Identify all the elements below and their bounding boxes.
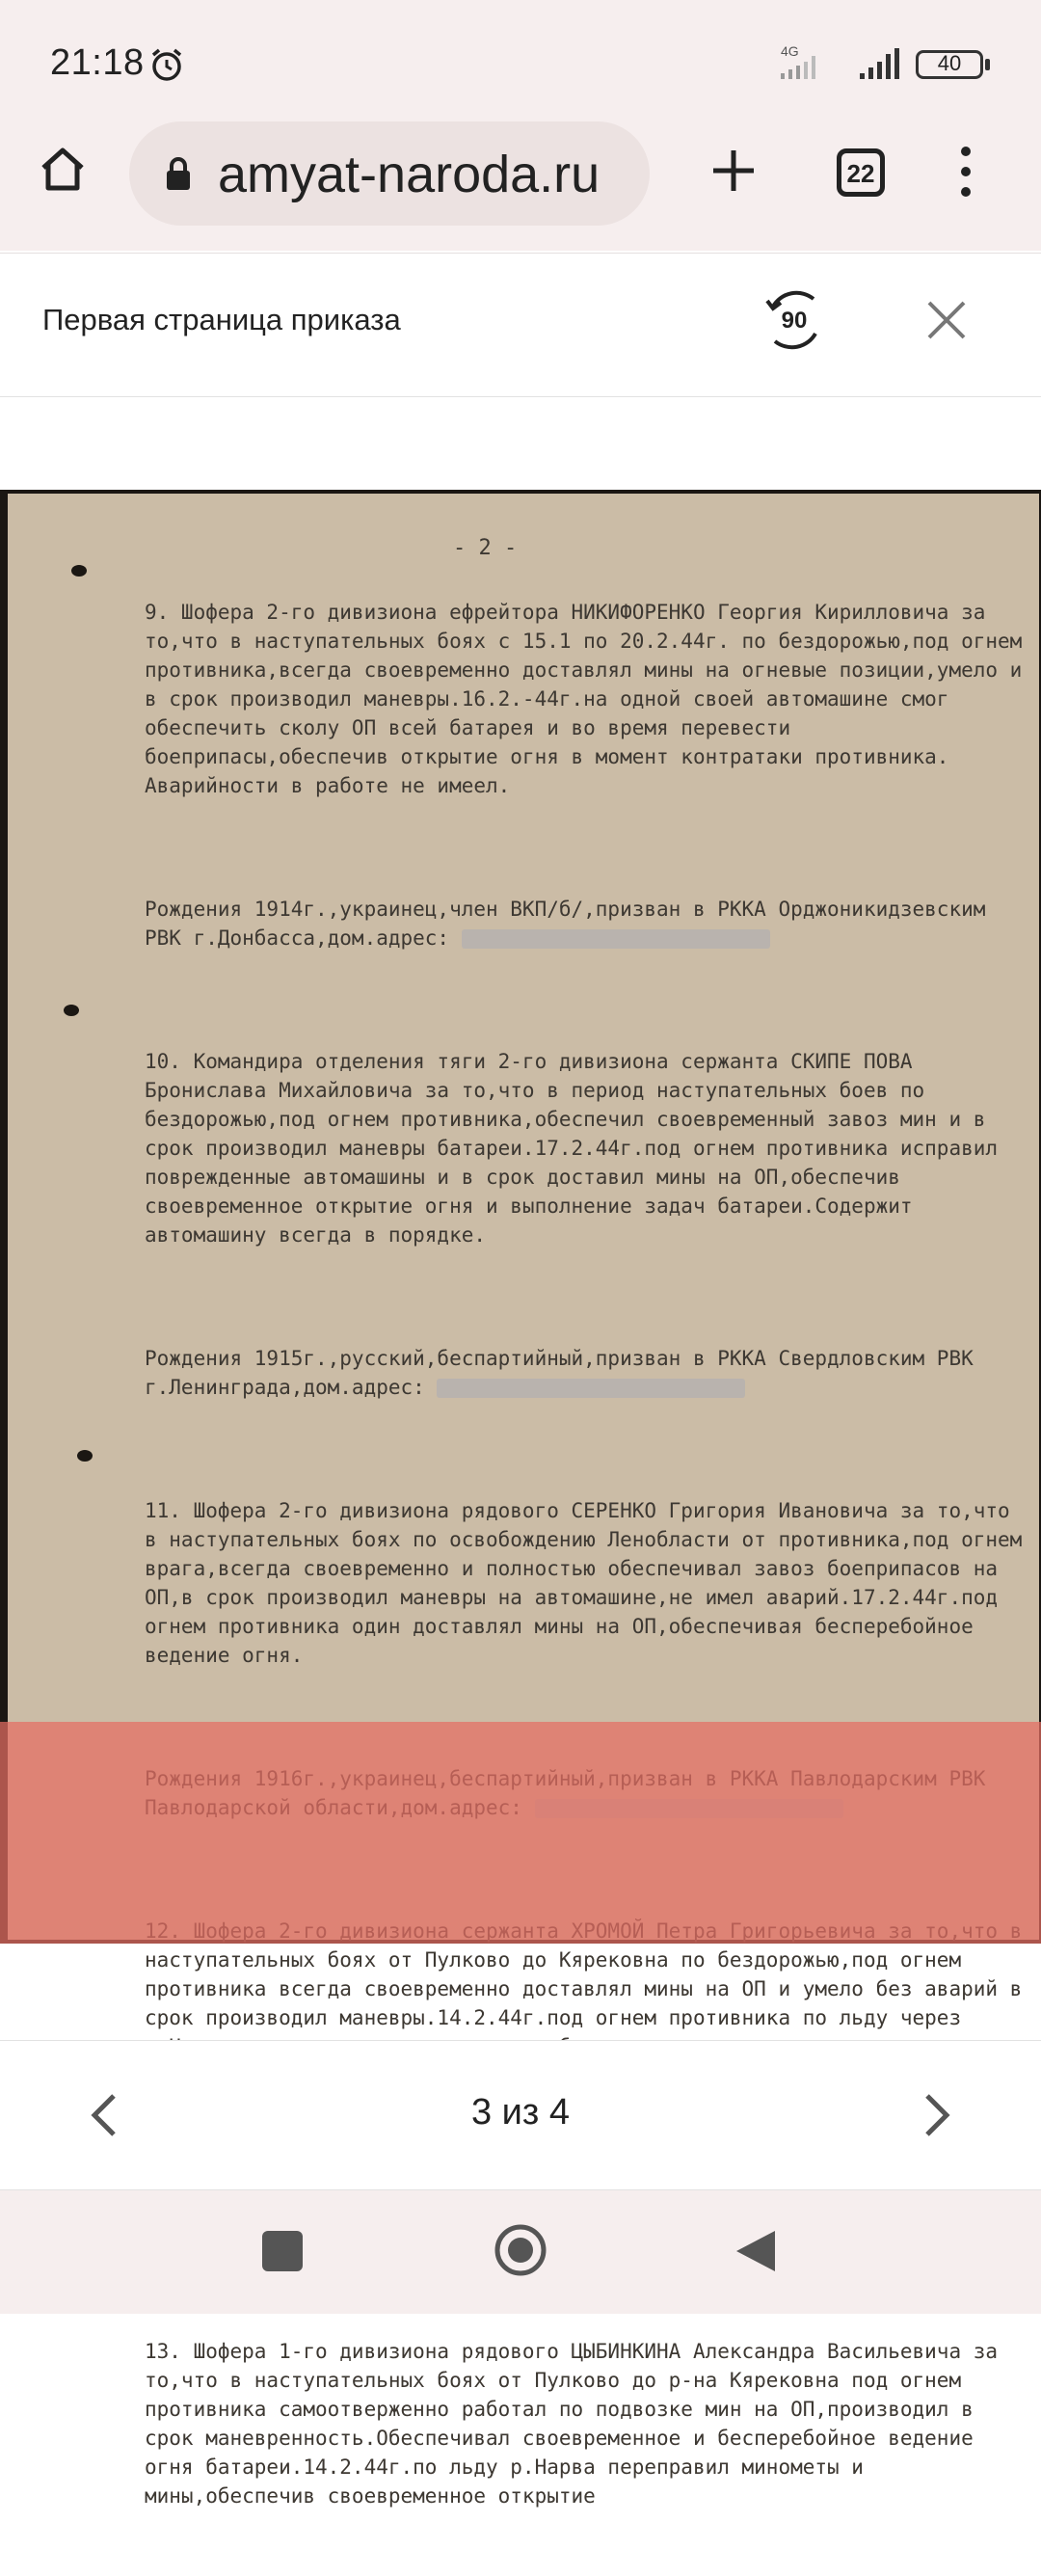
chevron-right-icon[interactable] [920,2090,954,2140]
signal-icon [858,46,906,81]
document-paragraph: 13. Шофера 1-го дивизиона рядового ЦЫБИНКИНА Александра Васильевича за то,что в наступательных боях от Пулково до р-на Кярековна под огнем противника самоотверженно работал по подвозке мин на ОП,производил в срок маневренность.Обеспечивал своевременное и бесперебойное ведение огня батареи.14.2.44г.по льду р.Нарва переправил минометы и мины,обеспечив своевременное открытие [145,2340,1010,2508]
punch-hole [64,1005,79,1016]
signal-4g-icon [779,42,846,81]
tabs-button[interactable] [837,148,885,197]
recent-apps-icon[interactable] [262,2231,303,2271]
document-paragraph: 9. Шофера 2-го дивизиона ефрейтора НИКИФОРЕНКО Георгия Кирилловича за то,что в наступательных боях с 15.1 по 20.2.44г. по бездорожью,под огнем противника,всегда своевременно доставлял мины на огневые позиции,умело и в срок производил маневры.16.2.-44г.на одной своей автомашине смог обеспечить сколу ОП всей батарея и во время перевести боеприпасы,обеспечив открытие огня в момент контратаки противника. Аварийности в работе не имеел. [145,601,1034,797]
back-nav-icon[interactable] [733,2227,779,2275]
viewer-title: Первая страница приказа [42,303,401,336]
punch-hole [71,565,87,577]
battery-tip [985,59,990,70]
highlight-overlay [0,1722,1041,1944]
close-icon[interactable] [923,297,970,343]
redaction [437,1379,745,1398]
svg-text:90: 90 [781,308,808,334]
chevron-left-icon[interactable] [87,2090,121,2140]
home-nav-icon[interactable] [494,2223,547,2277]
lock-icon[interactable] [164,156,193,191]
svg-text:4G: 4G [781,43,799,59]
document-paragraph: наступательных боях от Пулково до Кярековна по бездорожью,под огнем противника всегда своевременно доставлял мины на ОП и умело без аварий в срок производил маневры.14.2.44г.под огнем противника по льду через [145,1948,1023,2029]
document-paragraph: 11. Шофера 2-го дивизиона рядового СЕРЕНКО Григория Ивановича за то,что в наступательных боях по освобождению Ленобласти от противника,под огнем врага,всегда своевременно и полностью обеспечивал завоз боеприпасов на ОП,в срок производил маневры на автомашине,не имел аварий.17.2.44г.под огнем противника один доставлял мины на ОП,обеспечивая бесперебойное ведение огня. [145,1499,1034,1667]
url-text[interactable]: amyat-naroda.ru [218,146,601,202]
alarm-icon [148,46,185,83]
document-page-marker: - 2 - [453,536,518,560]
rotate-90-icon[interactable] [760,285,829,355]
battery-icon: 40 [916,50,983,79]
plus-icon[interactable] [709,147,758,195]
more-vert-icon[interactable] [954,145,977,199]
document-paragraph: 10. Командира отделения тяги 2-го дивизиона сержанта СКИПЕ ПОВА Брониславa Михайловича за то,что в период наступательных боев по бездорожью,под огнем противника,обеспечил своевременный завоз мин и в срок производил маневры батареи.17.2.44г.под огнем противника исправил поврежденные автомашины и в срок доставил мины на ОП,обеспечив своевременное открытие огня и выполнение задач батареи.Содержит автомашину всегда в порядке. [145,1050,1010,1247]
home-icon[interactable] [39,145,87,193]
punch-hole [77,1450,93,1462]
page-indicator: 3 из 4 [470,2092,571,2133]
redaction [462,929,770,949]
document-paragraph: Рождения 1914г.,украинец,член ВКП/б/,призван в РККА Орджоникидзевским РВК г.Донбасса,дом.адрес: [145,898,999,950]
document-paragraph: Рождения 1915г.,русский,беспартийный,призван в РККА Свердловским РВК г.Ленинграда,дом.адрес: [145,1347,986,1399]
tab-count: 22 [846,159,875,188]
status-time: 21:18 [50,42,145,83]
